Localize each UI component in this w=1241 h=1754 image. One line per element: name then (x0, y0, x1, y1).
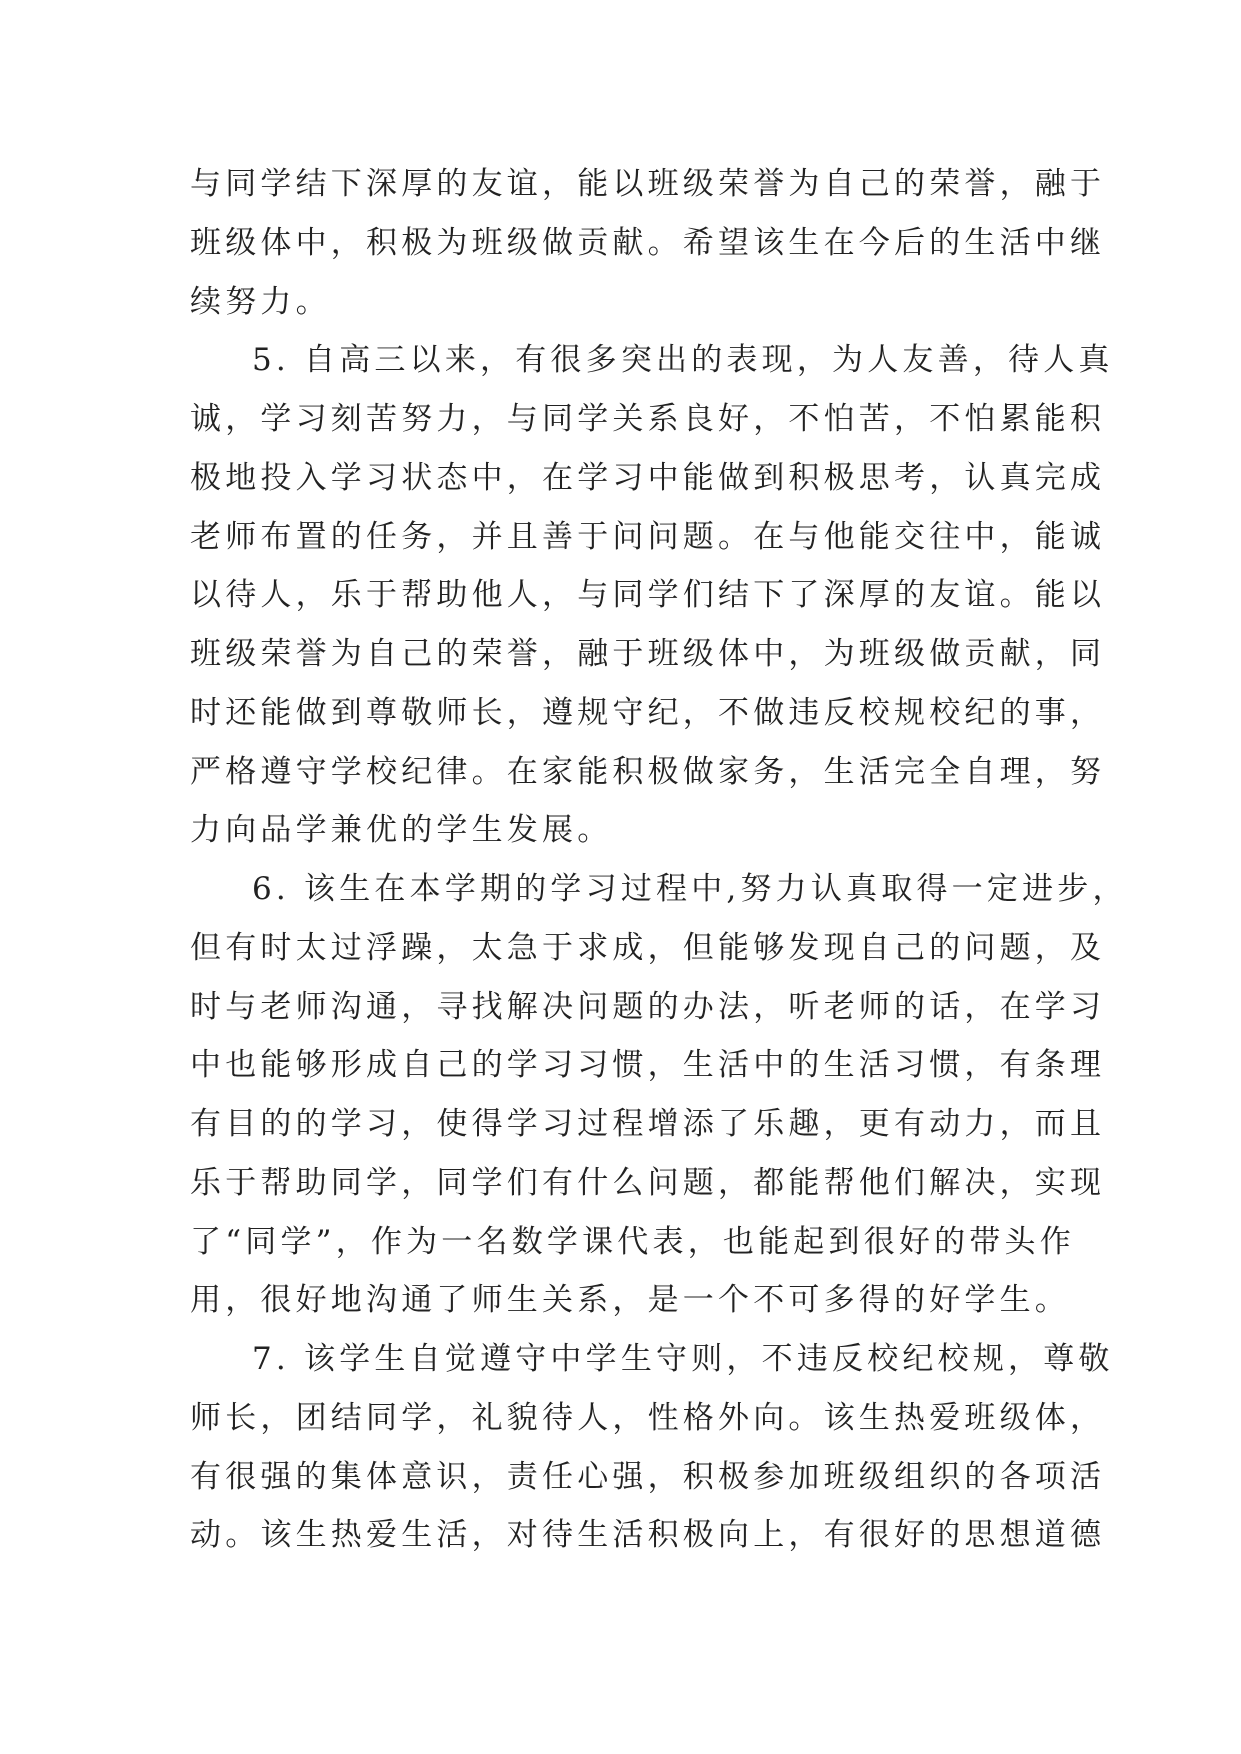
text-line: 极地投入学习状态中，在学习中能做到积极思考，认真完成 (190, 459, 1106, 496)
text-line: 时还能做到尊敬师长，遵规守纪，不做违反校规校纪的事， (190, 694, 1106, 731)
text-line: 班级体中，积极为班级做贡献。希望该生在今后的生活中继 (190, 224, 1106, 261)
text-line: 诚，学习刻苦努力，与同学关系良好，不怕苦，不怕累能积 (190, 401, 1106, 437)
text-line: 严格遵守学校纪律。在家能积极做家务，生活完全自理，努 (190, 753, 1106, 790)
text-line: 用，很好地沟通了师生关系，是一个不可多得的好学生。 (190, 1282, 1070, 1319)
text-line: 班级荣誉为自己的荣誉，融于班级体中，为班级做贡献，同 (190, 636, 1106, 672)
text-line: 有很强的集体意识，责任心强，积极参加班级组织的各项活 (190, 1458, 1106, 1495)
document-body (190, 155, 1128, 1565)
text-line: 与同学结下深厚的友谊，能以班级荣誉为自己的荣誉，融于 (190, 166, 1106, 202)
text-line: 中也能够形成自己的学习习惯，生活中的生活习惯，有条理 (190, 1047, 1106, 1084)
text-line: 续努力。 (190, 283, 331, 320)
text-line: 老师布置的任务，并且善于问问题。在与他能交往中，能诚 (190, 518, 1106, 555)
text-line: 动。该生热爱生活，对待生活积极向上，有很好的思想道德 (190, 1517, 1106, 1554)
text-line: 以待人，乐于帮助他人，与同学们结下了深厚的友谊。能以 (190, 577, 1106, 614)
text-line: 师长，团结同学，礼貌待人，性格外向。该生热爱班级体， (190, 1399, 1106, 1436)
paragraph-start-line: 5. 自高三以来，有很多突出的表现，为人友善，待人真 (252, 342, 1114, 379)
text-line: 乐于帮助同学，同学们有什么问题，都能帮他们解决，实现 (190, 1164, 1106, 1201)
text-line: 但有时太过浮躁，太急于求成，但能够发现自己的问题，及 (190, 929, 1106, 966)
text-line: 时与老师沟通，寻找解决问题的办法，听老师的话，在学习 (190, 988, 1106, 1025)
text-line: 了“同学”，作为一名数学课代表，也能起到很好的带头作 (190, 1223, 1075, 1260)
text-line: 力向品学兼优的学生发展。 (190, 812, 613, 849)
paragraph-start-line: 6. 该生在本学期的学习过程中,努力认真取得一定进步， (252, 871, 1128, 907)
paragraph-start-line: 7. 该学生自觉遵守中学生守则，不违反校纪校规，尊敬 (252, 1341, 1114, 1377)
text-line: 有目的的学习，使得学习过程增添了乐趣，更有动力，而且 (190, 1106, 1106, 1142)
